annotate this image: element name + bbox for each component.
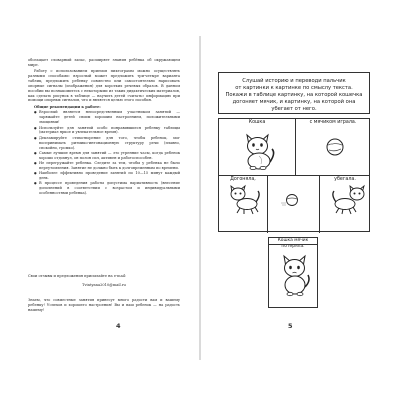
rolling-ball-illustration xyxy=(285,193,299,207)
grid-divider xyxy=(219,175,369,176)
grid-divider xyxy=(319,175,320,233)
fleeing-cat-illustration xyxy=(329,185,365,215)
sitting-cat-illustration xyxy=(241,131,277,171)
instruction-box xyxy=(218,72,370,114)
story-grid-bottom-cell xyxy=(268,244,318,308)
instruction-line: Слушай историю и переводи пальчик xyxy=(242,78,346,84)
instruction-line: от картинки к картинке по смыслу текста. xyxy=(235,85,353,91)
page-number-right: 5 xyxy=(288,322,293,330)
list-item: ● Взрослый является непосредственным участником занятий — заряжайте детей своим хорошим настроением, положительными эмоциями! xyxy=(34,110,180,125)
left-page xyxy=(2,36,198,360)
grid-divider xyxy=(267,175,268,233)
list-item: ● Самые лучшие время для занятий — это утренние часы, когда ребенок хорошо отдохнул, он полон сил, активен и работоспособен. xyxy=(34,151,180,161)
chasing-cat-illustration xyxy=(227,185,261,215)
recommendations-heading: Общие рекомендации к работе: xyxy=(34,104,101,109)
instruction-line: догоняет мячик, и картинку, на которой она xyxy=(232,99,356,105)
list-item: ● Используйте для занятий особо понравившиеся ребенку таблицы (материал яркое и увлекательное время). xyxy=(34,126,180,136)
closing-paragraph: Знаем, что совместные занятия принесут много радости вам и вашему ребенку! Успехов и хорошего настроения! Вы и ваш ребенок — на радость нашему! xyxy=(28,298,180,312)
cell-label-caught: Догоняла, xyxy=(230,177,256,182)
instruction-line: убегает от него. xyxy=(271,106,317,112)
list-item: ● Не перегружайте ребенка. Следите за тем, чтобы у ребенка не было переутомления. Занятие не должно быть к долговременным по времени. xyxy=(34,161,180,171)
contact-block xyxy=(28,274,180,288)
instruction-line: Покажи в таблице картинку, на которой кошечка xyxy=(225,92,363,98)
story-grid xyxy=(218,118,370,232)
contact-text: Свои отзывы и предложения присылайте на e-mail: xyxy=(28,274,127,278)
right-page xyxy=(202,36,398,360)
list-item: ● Наиболее эффективно проведение занятий по 10—15 минут каждый день. xyxy=(34,171,180,181)
sad-cat-illustration xyxy=(279,253,311,299)
cell-label-played: с мячиком играла. xyxy=(309,120,357,125)
paragraph-2: Работу с использованием приемов пиктограмм можно осуществлять разными способами: взрослый может предложить три-четыре варианта таблиц, предложить ребенку совместно или самостоятельно нарисовать опорные сигналы (изображения) для коротких речевых образов. В данном пособии вы познакомитесь с некоторыми из таких дидактических материалов, как сделать рисунок в таблице — научить детей «читать» информацию при помощи опорных сигналов, что и является целью этого пособия. xyxy=(28,69,180,103)
recommendations-list xyxy=(28,110,180,196)
email-address: Tvintyana2010@mail.ru xyxy=(82,283,126,287)
ball-illustration xyxy=(325,137,345,157)
page-number-left: 4 xyxy=(116,322,121,330)
cell-label-lost: Кошка мячик потеряла. xyxy=(268,237,318,244)
book-spine xyxy=(199,36,201,360)
paragraph-1: обогащает словарный запас, расширяет знания ребёнка об окружающем мире. xyxy=(28,58,180,67)
cell-label-ran: убегала. xyxy=(334,177,356,182)
cell-label-kitten: Кошка xyxy=(248,120,266,125)
list-item: ● Декламируйте стихотворение для того, чтобы ребенок, мог воспринимать ритмико-интонационную структуру речи (плавно, спокойно, громко). xyxy=(34,136,180,151)
left-page-body xyxy=(28,58,180,198)
list-item: ● В процессе проведения работы допустима вариативность (внесение дополнений в соответствии с возрастом и индивидуальными особенностями ребенка). xyxy=(34,181,180,196)
grid-divider xyxy=(295,119,296,175)
